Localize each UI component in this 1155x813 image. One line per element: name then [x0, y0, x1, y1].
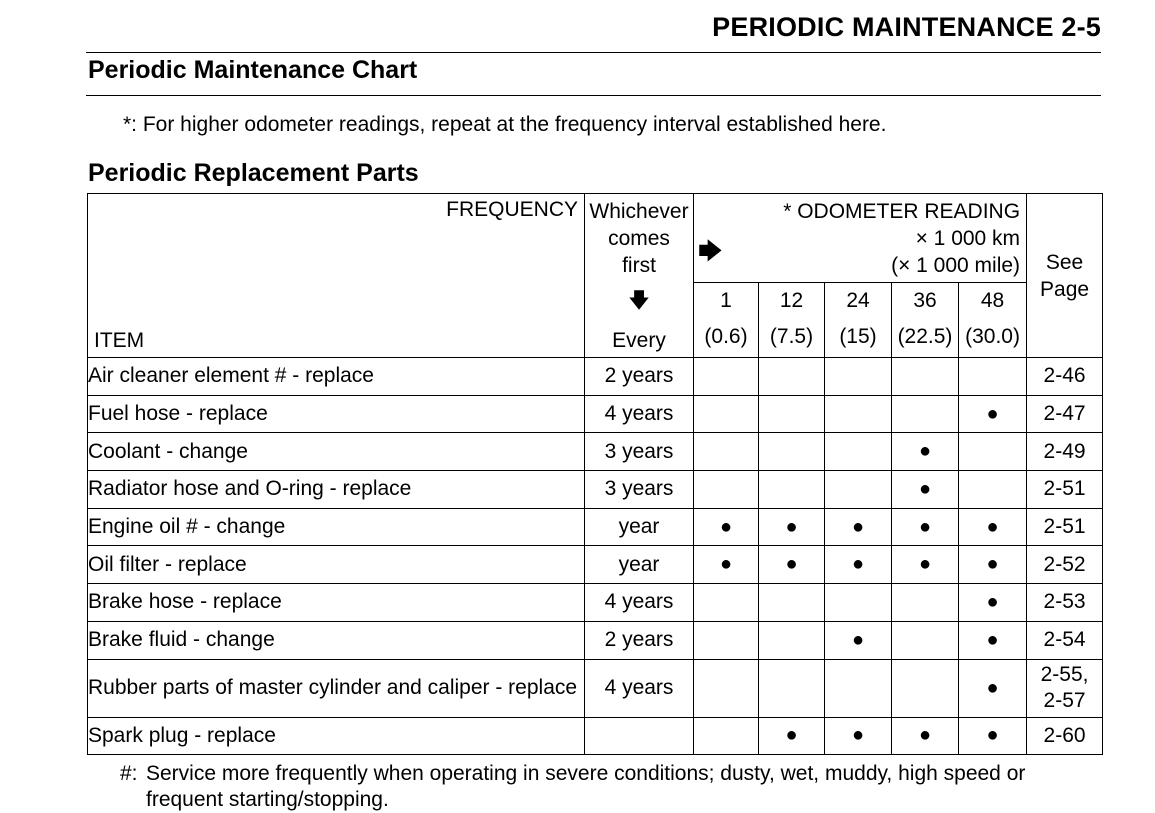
odometer-column-header [759, 283, 825, 358]
empty-cell [694, 717, 759, 755]
empty-cell [959, 471, 1027, 509]
item-cell: Radiator hose and O-ring - replace [88, 471, 585, 509]
see-page-cell [1027, 659, 1103, 717]
every-cell: 2 years [585, 621, 694, 659]
odometer-column-header [694, 283, 759, 358]
item-cell: Oil filter - replace [88, 546, 585, 584]
empty-cell [759, 659, 825, 717]
odometer-line-1: * ODOMETER READING [783, 200, 1021, 223]
service-dot-cell: ● [759, 546, 825, 584]
odometer-note: *: For higher odometer readings, repeat at the frequency interval established here. [123, 113, 887, 136]
whichever-comes-first [585, 194, 693, 279]
item-cell: Rubber parts of master cylinder and caliper - replace [88, 659, 585, 717]
empty-cell [759, 584, 825, 622]
item-cell: Brake fluid - change [88, 621, 585, 659]
header-odometer-cell [694, 194, 1027, 283]
whichever-line-1: Whichever [589, 200, 689, 223]
see-page-cell: 2-54 [1027, 621, 1103, 659]
subsection-title: Periodic Replacement Parts [88, 159, 419, 187]
whichever-line-2: comes [608, 227, 670, 250]
replacement-parts-table [87, 193, 1103, 755]
odometer-km: 1 [720, 289, 732, 312]
table-row [88, 395, 1103, 433]
note-line-2: frequent starting/stopping. [146, 788, 389, 811]
odometer-reading-label [783, 198, 1020, 279]
service-dot-cell: ● [694, 508, 759, 546]
item-cell: Air cleaner element # - replace [88, 358, 585, 396]
odometer-mile: (15) [839, 325, 877, 348]
table-row [88, 358, 1103, 396]
every-cell: 3 years [585, 433, 694, 471]
header-rule [86, 52, 1101, 53]
see-page-ref: 2-57 [1043, 689, 1086, 712]
empty-cell [892, 395, 959, 433]
section-title: Periodic Maintenance Chart [88, 56, 418, 84]
page-line: Page [1040, 277, 1090, 301]
odometer-mile: (7.5) [769, 325, 814, 348]
every-cell: year [585, 508, 694, 546]
service-dot-cell: ● [959, 584, 1027, 622]
service-dot-cell: ● [825, 546, 892, 584]
empty-cell [825, 433, 892, 471]
see-page-cell: 2-53 [1027, 584, 1103, 622]
see-page-cell: 2-60 [1027, 717, 1103, 755]
table-row [88, 508, 1103, 546]
odometer-line-2: × 1 000 km [915, 227, 1021, 250]
odometer-column-header [959, 283, 1027, 358]
table-row [88, 471, 1103, 509]
empty-cell [694, 584, 759, 622]
see-page-cell: 2-51 [1027, 508, 1103, 546]
empty-cell [825, 395, 892, 433]
odometer-line-3: (× 1 000 mile) [891, 254, 1021, 277]
empty-cell [892, 659, 959, 717]
service-dot-cell: ● [959, 659, 1027, 717]
every-cell: 2 years [585, 358, 694, 396]
service-dot-cell: ● [959, 508, 1027, 546]
empty-cell [892, 358, 959, 396]
service-dot-cell: ● [892, 508, 959, 546]
service-dot-cell: ● [825, 621, 892, 659]
service-dot-cell: ● [892, 433, 959, 471]
empty-cell [825, 358, 892, 396]
empty-cell [825, 584, 892, 622]
odometer-column-header [825, 283, 892, 358]
table-row [88, 584, 1103, 622]
table-row [88, 717, 1103, 755]
empty-cell [959, 358, 1027, 396]
service-dot-cell: ● [694, 546, 759, 584]
empty-cell [694, 621, 759, 659]
item-cell: Spark plug - replace [88, 717, 585, 755]
empty-cell [694, 471, 759, 509]
note-line-1: Service more frequently when operating in severe conditions; dusty, wet, muddy, high speed or [146, 762, 1026, 785]
empty-cell [759, 395, 825, 433]
table-row [88, 621, 1103, 659]
frequency-label: FREQUENCY [446, 198, 578, 221]
odometer-column-header [892, 283, 959, 358]
empty-cell [825, 471, 892, 509]
item-label: ITEM [94, 329, 145, 352]
whichever-line-3: first [622, 254, 656, 277]
every-cell: 3 years [585, 471, 694, 509]
odometer-km: 36 [913, 289, 937, 312]
header-every-cell [585, 194, 694, 358]
service-dot-cell: ● [892, 546, 959, 584]
service-dot-cell: ● [825, 717, 892, 755]
section-rule [86, 95, 1101, 96]
every-cell: 4 years [585, 584, 694, 622]
see-page-cell: 2-49 [1027, 433, 1103, 471]
service-dot-cell: ● [959, 717, 1027, 755]
empty-cell [759, 358, 825, 396]
service-dot-cell: ● [892, 471, 959, 509]
service-dot-cell: ● [959, 621, 1027, 659]
empty-cell [825, 659, 892, 717]
see-page-cell: 2-47 [1027, 395, 1103, 433]
see-page-ref: 2-55, [1040, 663, 1089, 686]
empty-cell [759, 621, 825, 659]
service-dot-cell: ● [959, 546, 1027, 584]
see-page-cell: 2-46 [1027, 358, 1103, 396]
odometer-mile: (22.5) [897, 325, 953, 348]
odometer-mile: (30.0) [965, 325, 1020, 348]
see-page-header [1027, 194, 1103, 358]
page-header: PERIODIC MAINTENANCE 2-5 [712, 12, 1101, 42]
right-arrow-icon: 🡆 [698, 238, 723, 265]
note-symbol: #: [120, 762, 138, 785]
odometer-mile: (0.6) [704, 325, 748, 348]
service-dot-cell: ● [759, 717, 825, 755]
item-cell: Fuel hose - replace [88, 395, 585, 433]
table-row [88, 433, 1103, 471]
empty-cell [759, 433, 825, 471]
table-row [88, 659, 1103, 717]
empty-cell [892, 584, 959, 622]
empty-cell [694, 358, 759, 396]
severe-conditions-note [120, 761, 1110, 813]
service-dot-cell: ● [959, 395, 1027, 433]
item-cell: Brake hose - replace [88, 584, 585, 622]
see-line: See [1045, 250, 1084, 274]
down-arrow-icon: 🡇 [628, 289, 650, 312]
every-label: Every [612, 329, 666, 352]
header-item-frequency-cell [88, 194, 585, 358]
empty-cell [759, 471, 825, 509]
service-dot-cell: ● [759, 508, 825, 546]
empty-cell [694, 395, 759, 433]
every-cell [585, 717, 694, 755]
empty-cell [694, 659, 759, 717]
empty-cell [892, 621, 959, 659]
see-page-cell: 2-51 [1027, 471, 1103, 509]
service-dot-cell: ● [825, 508, 892, 546]
item-cell: Engine oil # - change [88, 508, 585, 546]
odometer-km: 24 [846, 289, 870, 312]
odometer-km: 48 [980, 289, 1005, 312]
service-dot-cell: ● [892, 717, 959, 755]
odometer-km: 12 [779, 289, 804, 312]
empty-cell [694, 433, 759, 471]
every-cell: 4 years [585, 659, 694, 717]
item-cell: Coolant - change [88, 433, 585, 471]
empty-cell [959, 433, 1027, 471]
every-cell: 4 years [585, 395, 694, 433]
every-cell: year [585, 546, 694, 584]
table-row [88, 546, 1103, 584]
see-page-cell: 2-52 [1027, 546, 1103, 584]
